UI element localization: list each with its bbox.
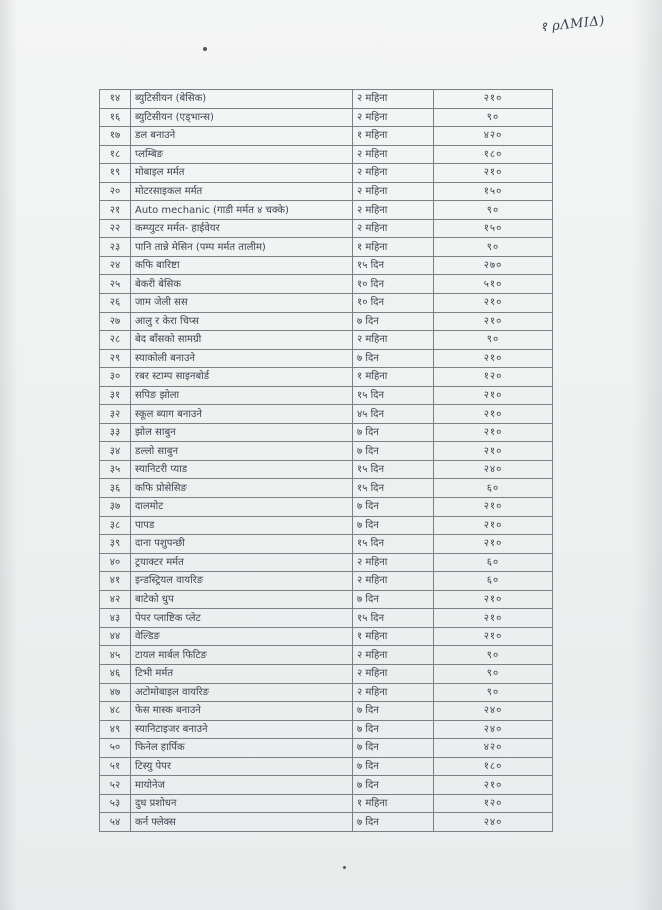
training-duration: २ महिना — [353, 553, 434, 572]
participant-count: ६० — [434, 553, 553, 572]
participant-count: २१० — [434, 609, 553, 628]
table-row — [100, 776, 553, 795]
row-number: ४५ — [100, 646, 131, 665]
scan-speck — [203, 47, 207, 51]
participant-count: २१० — [434, 164, 553, 183]
training-name: दाना पशुपन्छी — [131, 535, 353, 554]
participant-count: ९० — [434, 646, 553, 665]
training-duration: १५ दिन — [353, 609, 434, 628]
participant-count: १५० — [434, 219, 553, 238]
training-name: वेल्डिङ — [131, 627, 353, 646]
table-row — [100, 312, 553, 331]
training-duration: २ महिना — [353, 331, 434, 350]
table-row — [100, 702, 553, 721]
table-row — [100, 460, 553, 479]
training-duration: २ महिना — [353, 201, 434, 220]
training-name: सपिङ झोला — [131, 386, 353, 405]
participant-count: २४० — [434, 813, 553, 832]
training-name: जाम जेली सस — [131, 294, 353, 313]
row-number: ५२ — [100, 776, 131, 795]
row-number: १६ — [100, 108, 131, 127]
training-duration: २ महिना — [353, 646, 434, 665]
table-row — [100, 219, 553, 238]
row-number: १४ — [100, 90, 131, 109]
participant-count: २१० — [434, 776, 553, 795]
participant-count: ६० — [434, 572, 553, 591]
training-duration: १ महिना — [353, 127, 434, 146]
training-duration: ७ दिन — [353, 739, 434, 758]
training-name: स्यानिटाइजर बनाउने — [131, 720, 353, 739]
table-row — [100, 535, 553, 554]
table-row — [100, 739, 553, 758]
training-duration: १५ दिन — [353, 460, 434, 479]
row-number: ५१ — [100, 757, 131, 776]
participant-count: ४२० — [434, 739, 553, 758]
training-duration: ७ दिन — [353, 423, 434, 442]
row-number: ५० — [100, 739, 131, 758]
training-name: ट्रयाक्टर मर्मत — [131, 553, 353, 572]
participant-count: ५१० — [434, 275, 553, 294]
training-duration: ७ दिन — [353, 776, 434, 795]
training-name: कफि बारिष्टा — [131, 256, 353, 275]
training-name: इन्डस्ट्रियल वायरिङ — [131, 572, 353, 591]
row-number: ४८ — [100, 702, 131, 721]
participant-count: ९० — [434, 664, 553, 683]
training-duration: १ महिना — [353, 238, 434, 257]
training-duration: २ महिना — [353, 683, 434, 702]
table-row — [100, 405, 553, 424]
participant-count: २१० — [434, 516, 553, 535]
table-row — [100, 609, 553, 628]
participant-count: ९० — [434, 238, 553, 257]
training-duration: ७ दिन — [353, 590, 434, 609]
training-name: मोबाइल मर्मत — [131, 164, 353, 183]
training-duration: ७ दिन — [353, 720, 434, 739]
participant-count: २१० — [434, 349, 553, 368]
training-duration: ७ दिन — [353, 757, 434, 776]
table-row — [100, 627, 553, 646]
training-name: ब्युटिसीयन (बेसिक) — [131, 90, 353, 109]
row-number: २९ — [100, 349, 131, 368]
training-name: पानि तान्ने मेसिन (पम्प मर्मत तालीम) — [131, 238, 353, 257]
training-duration: २ महिना — [353, 664, 434, 683]
table-row — [100, 516, 553, 535]
training-name: बेद बाँसको सामग्री — [131, 331, 353, 350]
training-name: कर्न फ्लेक्स — [131, 813, 353, 832]
row-number: २५ — [100, 275, 131, 294]
table-row — [100, 479, 553, 498]
training-duration: १५ दिन — [353, 256, 434, 275]
participant-count: ९० — [434, 201, 553, 220]
row-number: ५४ — [100, 813, 131, 832]
training-name: झोल साबुन — [131, 423, 353, 442]
training-name: मायोनेज — [131, 776, 353, 795]
training-name: बाटेको धुप — [131, 590, 353, 609]
table-row — [100, 498, 553, 517]
participant-count: २१० — [434, 535, 553, 554]
row-number: ३३ — [100, 423, 131, 442]
table-row — [100, 145, 553, 164]
participant-count: २१० — [434, 442, 553, 461]
table-row — [100, 275, 553, 294]
training-duration: २ महिना — [353, 572, 434, 591]
table-row — [100, 646, 553, 665]
row-number: ३६ — [100, 479, 131, 498]
training-name: कफि प्रोसेसिङ — [131, 479, 353, 498]
row-number: ३७ — [100, 498, 131, 517]
training-name: टायल मार्बल फिटिङ — [131, 646, 353, 665]
table-row — [100, 182, 553, 201]
row-number: ४० — [100, 553, 131, 572]
participant-count: ४२० — [434, 127, 553, 146]
training-duration: १५ दिन — [353, 386, 434, 405]
table-row — [100, 423, 553, 442]
participant-count: २१० — [434, 312, 553, 331]
row-number: ३१ — [100, 386, 131, 405]
row-number: २३ — [100, 238, 131, 257]
row-number: ४६ — [100, 664, 131, 683]
row-number: ३५ — [100, 460, 131, 479]
table-row — [100, 331, 553, 350]
row-number: २२ — [100, 219, 131, 238]
row-number: २० — [100, 182, 131, 201]
participant-count: १२० — [434, 794, 553, 813]
handwritten-note: १ ρΛΜΙΔ) — [539, 13, 606, 36]
training-name: स्याकोली बनाउने — [131, 349, 353, 368]
training-name: स्यानिटरी प्याड — [131, 460, 353, 479]
table-row — [100, 442, 553, 461]
participant-count: २१० — [434, 627, 553, 646]
row-number: २८ — [100, 331, 131, 350]
table-row — [100, 256, 553, 275]
row-number: ४३ — [100, 609, 131, 628]
row-number: २४ — [100, 256, 131, 275]
table-row — [100, 368, 553, 387]
participant-count: १५० — [434, 182, 553, 201]
table-row — [100, 794, 553, 813]
training-name: फिनेल हार्पिक — [131, 739, 353, 758]
training-name: मोटरसाइकल मर्मत — [131, 182, 353, 201]
row-number: ४२ — [100, 590, 131, 609]
scan-speck — [343, 866, 346, 869]
participant-count: ६० — [434, 479, 553, 498]
participant-count: २१० — [434, 386, 553, 405]
table-row — [100, 683, 553, 702]
participant-count: २१० — [434, 294, 553, 313]
participant-count: २४० — [434, 702, 553, 721]
row-number: ४७ — [100, 683, 131, 702]
training-duration: ७ दिन — [353, 516, 434, 535]
participant-count: २४० — [434, 720, 553, 739]
participant-count: २४० — [434, 460, 553, 479]
row-number: ३० — [100, 368, 131, 387]
table-row — [100, 664, 553, 683]
training-duration: १ महिना — [353, 368, 434, 387]
training-name: स्कूल ब्याग बनाउने — [131, 405, 353, 424]
table-row — [100, 757, 553, 776]
participant-count: २१० — [434, 590, 553, 609]
row-number: ३९ — [100, 535, 131, 554]
training-name: टिभी मर्मत — [131, 664, 353, 683]
row-number: ५३ — [100, 794, 131, 813]
table-row — [100, 720, 553, 739]
training-name: Auto mechanic (गाडी मर्मत ४ चक्के) — [131, 201, 353, 220]
page-shadow-right — [632, 0, 662, 910]
training-duration: २ महिना — [353, 164, 434, 183]
training-name: पापड — [131, 516, 353, 535]
table-row — [100, 164, 553, 183]
training-duration: २ महिना — [353, 108, 434, 127]
training-duration: २ महिना — [353, 182, 434, 201]
table-row — [100, 238, 553, 257]
table-row — [100, 108, 553, 127]
table-row — [100, 349, 553, 368]
training-name: बेकरी बेसिक — [131, 275, 353, 294]
training-duration: ४५ दिन — [353, 405, 434, 424]
participant-count: १८० — [434, 757, 553, 776]
training-name: दुध प्रशोधन — [131, 794, 353, 813]
training-duration: ७ दिन — [353, 813, 434, 832]
training-duration: ७ दिन — [353, 702, 434, 721]
training-name: प्लम्बिङ — [131, 145, 353, 164]
training-name: डल्लो साबुन — [131, 442, 353, 461]
training-name: टिस्यु पेपर — [131, 757, 353, 776]
table-row — [100, 90, 553, 109]
table-row — [100, 572, 553, 591]
table-row — [100, 590, 553, 609]
participant-count: १८० — [434, 145, 553, 164]
row-number: १९ — [100, 164, 131, 183]
participant-count: २१० — [434, 423, 553, 442]
participant-count: ९० — [434, 683, 553, 702]
row-number: ३२ — [100, 405, 131, 424]
training-table — [99, 89, 553, 832]
table-row — [100, 201, 553, 220]
participant-count: ९० — [434, 108, 553, 127]
participant-count: २७० — [434, 256, 553, 275]
training-name: डल बनाउने — [131, 127, 353, 146]
participant-count: ९० — [434, 331, 553, 350]
training-name: दालमोट — [131, 498, 353, 517]
table-row — [100, 813, 553, 832]
training-duration: १५ दिन — [353, 479, 434, 498]
participant-count: २१० — [434, 405, 553, 424]
table-row — [100, 127, 553, 146]
training-duration: १० दिन — [353, 294, 434, 313]
training-duration: ७ दिन — [353, 312, 434, 331]
training-name: आलु र केरा चिप्स — [131, 312, 353, 331]
training-duration: २ महिना — [353, 90, 434, 109]
row-number: ४१ — [100, 572, 131, 591]
training-name: फेस मास्क बनाउने — [131, 702, 353, 721]
row-number: ३४ — [100, 442, 131, 461]
table-row — [100, 386, 553, 405]
table-row — [100, 294, 553, 313]
participant-count: २१० — [434, 498, 553, 517]
training-name: पेपर प्लाष्टिक प्लेट — [131, 609, 353, 628]
training-name: रबर स्टाम्प साइनबोर्ड — [131, 368, 353, 387]
page-shadow-left — [0, 0, 18, 910]
training-duration: ७ दिन — [353, 349, 434, 368]
row-number: २६ — [100, 294, 131, 313]
training-duration: १ महिना — [353, 627, 434, 646]
row-number: ३८ — [100, 516, 131, 535]
participant-count: १२० — [434, 368, 553, 387]
training-duration: २ महिना — [353, 219, 434, 238]
row-number: १८ — [100, 145, 131, 164]
training-duration: १५ दिन — [353, 535, 434, 554]
participant-count: २१० — [434, 90, 553, 109]
training-name: अटोमोबाइल वायरिङ — [131, 683, 353, 702]
row-number: २७ — [100, 312, 131, 331]
table-row — [100, 553, 553, 572]
training-name: कम्प्युटर मर्मत- हाईवेयर — [131, 219, 353, 238]
training-duration: ७ दिन — [353, 498, 434, 517]
training-name: ब्युटिसीयन (एड्भान्स) — [131, 108, 353, 127]
row-number: १७ — [100, 127, 131, 146]
training-duration: २ महिना — [353, 145, 434, 164]
training-duration: १ महिना — [353, 794, 434, 813]
row-number: २१ — [100, 201, 131, 220]
training-duration: ७ दिन — [353, 442, 434, 461]
row-number: ४९ — [100, 720, 131, 739]
training-duration: १० दिन — [353, 275, 434, 294]
row-number: ४४ — [100, 627, 131, 646]
